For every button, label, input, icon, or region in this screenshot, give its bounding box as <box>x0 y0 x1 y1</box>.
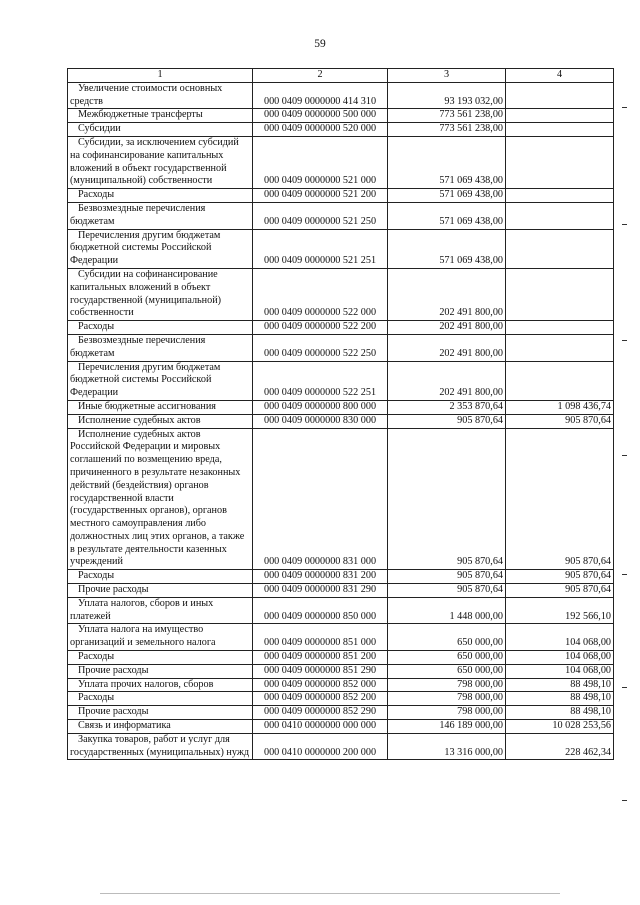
table-row <box>68 361 614 400</box>
row-col4-value: 905 870,64 <box>506 428 614 570</box>
row-code-cell: 000 0409 0000000 521 200 <box>253 189 388 203</box>
row-col3-value: 905 870,64 <box>388 584 506 598</box>
row-col3-value: 650 000,00 <box>388 624 506 651</box>
header-col-3: 3 <box>388 69 506 83</box>
table-row <box>68 664 614 678</box>
table-row <box>68 321 614 335</box>
row-col4-value: 228 462,34 <box>506 733 614 760</box>
row-name-cell: Закупка товаров, работ и услуг для государственных (муниципальных) нужд <box>68 733 253 760</box>
row-name-cell: Прочие расходы <box>68 706 253 720</box>
row-code-cell: 000 0409 0000000 522 250 <box>253 334 388 361</box>
row-code-cell: 000 0409 0000000 851 200 <box>253 651 388 665</box>
row-col4-value: 1 098 436,74 <box>506 400 614 414</box>
table-row <box>68 268 614 320</box>
margin-mark <box>622 224 627 225</box>
table-row <box>68 123 614 137</box>
row-code-cell: 000 0409 0000000 522 000 <box>253 268 388 320</box>
row-name-cell: Перечисления другим бюджетам бюджетной системы Российской Федерации <box>68 229 253 268</box>
margin-mark <box>622 574 627 575</box>
budget-table <box>67 68 614 760</box>
row-col4-value: 104 068,00 <box>506 651 614 665</box>
row-col4-value <box>506 321 614 335</box>
row-col3-value: 202 491 800,00 <box>388 268 506 320</box>
row-col4-value: 104 068,00 <box>506 624 614 651</box>
row-col4-value: 88 498,10 <box>506 706 614 720</box>
margin-mark <box>622 455 627 456</box>
row-code-cell: 000 0409 0000000 520 000 <box>253 123 388 137</box>
table-row <box>68 334 614 361</box>
row-col4-value <box>506 268 614 320</box>
row-code-cell: 000 0409 0000000 852 290 <box>253 706 388 720</box>
table-row <box>68 414 614 428</box>
row-col4-value: 88 498,10 <box>506 678 614 692</box>
row-col3-value: 2 353 870,64 <box>388 400 506 414</box>
margin-mark <box>622 340 627 341</box>
row-code-cell: 000 0409 0000000 851 000 <box>253 624 388 651</box>
row-col4-value <box>506 202 614 229</box>
row-col3-value: 93 193 032,00 <box>388 82 506 109</box>
margin-mark <box>622 800 627 801</box>
row-code-cell: 000 0409 0000000 831 200 <box>253 570 388 584</box>
row-col3-value: 773 561 238,00 <box>388 123 506 137</box>
row-col4-value <box>506 123 614 137</box>
table-row <box>68 597 614 624</box>
row-code-cell: 000 0409 0000000 852 200 <box>253 692 388 706</box>
row-col4-value <box>506 136 614 188</box>
table-row <box>68 202 614 229</box>
row-name-cell: Безвозмездные перечисления бюджетам <box>68 202 253 229</box>
row-name-cell: Связь и информатика <box>68 720 253 734</box>
row-name-cell: Расходы <box>68 189 253 203</box>
row-col3-value: 905 870,64 <box>388 414 506 428</box>
row-col4-value: 104 068,00 <box>506 664 614 678</box>
row-name-cell: Расходы <box>68 570 253 584</box>
table-row <box>68 428 614 570</box>
row-code-cell: 000 0409 0000000 500 000 <box>253 109 388 123</box>
row-name-cell: Субсидии <box>68 123 253 137</box>
row-code-cell: 000 0409 0000000 830 000 <box>253 414 388 428</box>
table-row <box>68 678 614 692</box>
row-name-cell: Расходы <box>68 692 253 706</box>
row-col3-value: 571 069 438,00 <box>388 202 506 229</box>
row-col3-value: 798 000,00 <box>388 678 506 692</box>
margin-mark <box>622 687 627 688</box>
table-row <box>68 189 614 203</box>
row-col3-value: 202 491 800,00 <box>388 321 506 335</box>
row-col3-value: 571 069 438,00 <box>388 229 506 268</box>
table-row <box>68 400 614 414</box>
row-name-cell: Уплата налогов, сборов и иных платежей <box>68 597 253 624</box>
row-code-cell: 000 0409 0000000 414 310 <box>253 82 388 109</box>
table-row <box>68 82 614 109</box>
row-code-cell: 000 0409 0000000 800 000 <box>253 400 388 414</box>
page-bottom-rule <box>100 893 560 894</box>
row-code-cell: 000 0409 0000000 522 200 <box>253 321 388 335</box>
row-col3-value: 650 000,00 <box>388 664 506 678</box>
row-name-cell: Исполнение судебных актов Российской Федерации и мировых соглашений по возмещению вреда, причиненного в результате незаконных действий (бездействия) органов государственной власти (государственных органов), органов местного самоуправления либо должностных лиц этих органов, а также в результате деятельности казенных учреждений <box>68 428 253 570</box>
table-row <box>68 229 614 268</box>
row-name-cell: Межбюджетные трансферты <box>68 109 253 123</box>
row-code-cell: 000 0409 0000000 851 290 <box>253 664 388 678</box>
row-col4-value: 88 498,10 <box>506 692 614 706</box>
row-name-cell: Расходы <box>68 321 253 335</box>
row-col4-value: 192 566,10 <box>506 597 614 624</box>
row-code-cell: 000 0409 0000000 521 250 <box>253 202 388 229</box>
row-code-cell: 000 0409 0000000 831 290 <box>253 584 388 598</box>
row-col3-value: 202 491 800,00 <box>388 334 506 361</box>
row-col3-value: 650 000,00 <box>388 651 506 665</box>
header-col-1: 1 <box>68 69 253 83</box>
row-name-cell: Безвозмездные перечисления бюджетам <box>68 334 253 361</box>
row-name-cell: Прочие расходы <box>68 664 253 678</box>
row-col4-value <box>506 361 614 400</box>
row-name-cell: Уплата налога на имущество организаций и земельного налога <box>68 624 253 651</box>
row-name-cell: Расходы <box>68 651 253 665</box>
row-code-cell: 000 0410 0000000 000 000 <box>253 720 388 734</box>
row-col3-value: 905 870,64 <box>388 570 506 584</box>
row-name-cell: Субсидии на софинансирование капитальных вложений в объект государственной (муниципальной) собственности <box>68 268 253 320</box>
row-col3-value: 773 561 238,00 <box>388 109 506 123</box>
row-name-cell: Прочие расходы <box>68 584 253 598</box>
row-col3-value: 202 491 800,00 <box>388 361 506 400</box>
row-code-cell: 000 0409 0000000 831 000 <box>253 428 388 570</box>
row-code-cell: 000 0409 0000000 850 000 <box>253 597 388 624</box>
row-code-cell: 000 0409 0000000 521 000 <box>253 136 388 188</box>
table-row <box>68 706 614 720</box>
table-row <box>68 651 614 665</box>
row-col4-value <box>506 82 614 109</box>
row-col4-value: 905 870,64 <box>506 414 614 428</box>
row-name-cell: Субсидии, за исключением субсидий на софинансирование капитальных вложений в объект государственной (муниципальной) собственности <box>68 136 253 188</box>
row-col3-value: 1 448 000,00 <box>388 597 506 624</box>
header-col-2: 2 <box>253 69 388 83</box>
row-col4-value: 905 870,64 <box>506 584 614 598</box>
table-row <box>68 720 614 734</box>
row-col4-value <box>506 334 614 361</box>
row-col3-value: 571 069 438,00 <box>388 189 506 203</box>
row-col3-value: 146 189 000,00 <box>388 720 506 734</box>
row-name-cell: Исполнение судебных актов <box>68 414 253 428</box>
row-col4-value <box>506 229 614 268</box>
page-number: 59 <box>314 38 326 50</box>
row-col3-value: 905 870,64 <box>388 428 506 570</box>
row-col4-value: 10 028 253,56 <box>506 720 614 734</box>
row-col3-value: 798 000,00 <box>388 692 506 706</box>
row-name-cell: Увеличение стоимости основных средств <box>68 82 253 109</box>
table-row <box>68 733 614 760</box>
table-row <box>68 624 614 651</box>
table-row <box>68 109 614 123</box>
row-name-cell: Уплата прочих налогов, сборов <box>68 678 253 692</box>
row-col3-value: 13 316 000,00 <box>388 733 506 760</box>
table-row <box>68 136 614 188</box>
row-name-cell: Иные бюджетные ассигнования <box>68 400 253 414</box>
row-name-cell: Перечисления другим бюджетам бюджетной системы Российской Федерации <box>68 361 253 400</box>
table-row <box>68 584 614 598</box>
row-col3-value: 571 069 438,00 <box>388 136 506 188</box>
margin-mark <box>622 107 627 108</box>
row-code-cell: 000 0409 0000000 522 251 <box>253 361 388 400</box>
row-col4-value: 905 870,64 <box>506 570 614 584</box>
row-code-cell: 000 0410 0000000 200 000 <box>253 733 388 760</box>
row-col4-value <box>506 109 614 123</box>
row-code-cell: 000 0409 0000000 852 000 <box>253 678 388 692</box>
row-col3-value: 798 000,00 <box>388 706 506 720</box>
table-row <box>68 692 614 706</box>
header-col-4: 4 <box>506 69 614 83</box>
table-row <box>68 570 614 584</box>
row-code-cell: 000 0409 0000000 521 251 <box>253 229 388 268</box>
table-header-row <box>68 69 614 83</box>
row-col4-value <box>506 189 614 203</box>
